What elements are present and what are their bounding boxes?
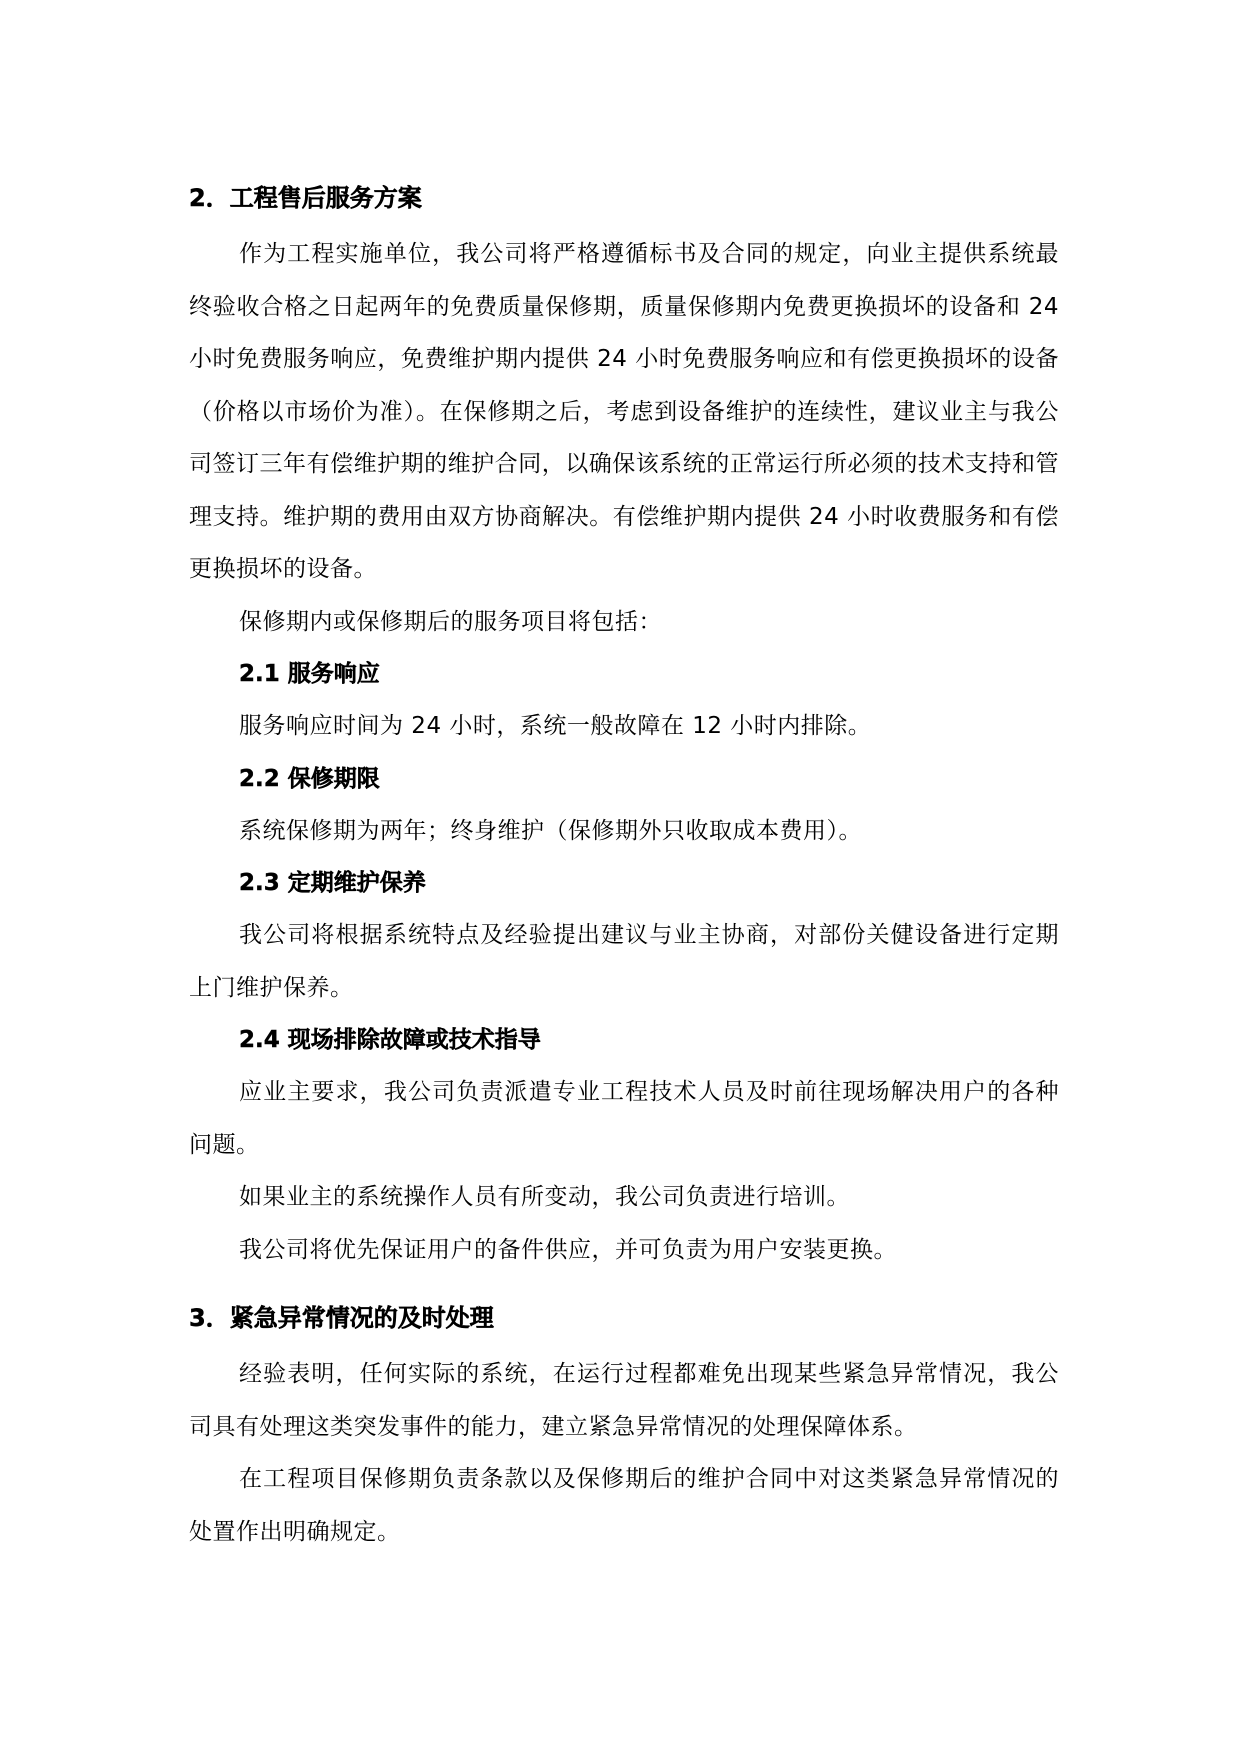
subsection-2-4-heading: 2.4 现场排除故障或技术指导	[239, 1027, 541, 1053]
subsection-2-3-text: 我公司将根据系统特点及经验提出建议与业主协商，对部份关健设备进行定期上门维护保养。	[189, 922, 1059, 1001]
subsection-2-1-heading: 2.1 服务响应	[239, 661, 380, 687]
document-body	[189, 176, 1059, 1558]
section-2-intro-paragraph: 作为工程实施单位，我公司将严格遵循标书及合同的规定，向业主提供系统最终验收合格之日起两年的免费质量保修期，质量保修期内免费更换损坏的设备和 24 小时免费服务响应，免费维护期内提供 24 小时免费服务响应和有偿更换损坏的设备（价格以市场价为准）。在保修期之后，考虑到设备维护的连续性，建议业主与我公司签订三年有偿维护期的维护合同，以确保该系统的正常运行所必须的技术支持和管理支持。维护期的费用由双方协商解决。有偿维护期内提供 24 小时收费服务和有偿更换损坏的设备。	[189, 241, 1059, 582]
subsection-2-4-text-1: 应业主要求，我公司负责派遣专业工程技术人员及时前往现场解决用户的各种问题。	[189, 1079, 1059, 1158]
section-3-heading: 3．紧急异常情况的及时处理	[189, 1304, 494, 1332]
section-2-heading: 2．工程售后服务方案	[189, 184, 422, 212]
section-3-paragraph-2: 在工程项目保修期负责条款以及保修期后的维护合同中对这类紧急异常情况的处置作出明确规定。	[189, 1466, 1059, 1545]
subsection-2-2-text: 系统保修期为两年；终身维护（保修期外只收取成本费用）。	[239, 817, 862, 844]
subsection-2-4-text-3: 我公司将优先保证用户的备件供应，并可负责为用户安装更换。	[239, 1236, 897, 1263]
service-items-intro: 保修期内或保修期后的服务项目将包括：	[239, 608, 662, 635]
subsection-2-4-text-2: 如果业主的系统操作人员有所变动，我公司负责进行培训。	[239, 1184, 850, 1210]
subsection-2-1-text: 服务响应时间为 24 小时，系统一般故障在 12 小时内排除。	[239, 713, 872, 739]
subsection-2-2-heading: 2.2 保修期限	[239, 765, 380, 792]
section-3-paragraph-1: 经验表明，任何实际的系统，在运行过程都难免出现某些紧急异常情况，我公司具有处理这类突发事件的能力，建立紧急异常情况的处理保障体系。	[189, 1361, 1059, 1440]
subsection-2-3-heading: 2.3 定期维护保养	[239, 870, 426, 896]
